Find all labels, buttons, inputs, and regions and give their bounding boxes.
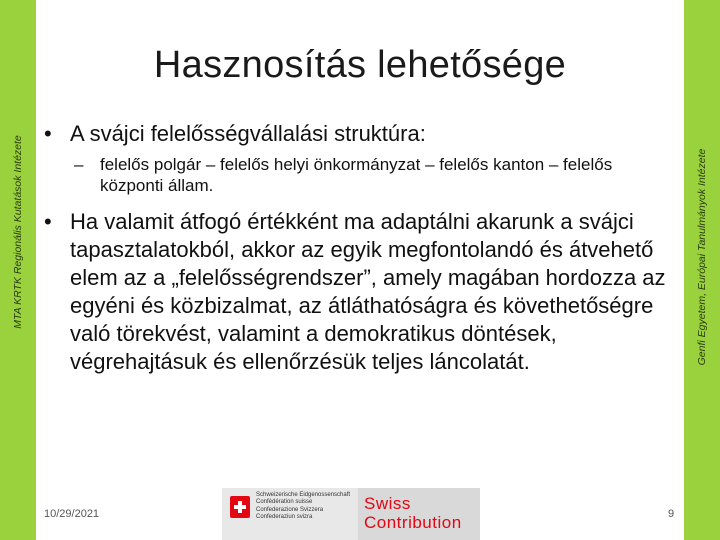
confederation-line: Schweizerische Eidgenossenschaft [256,492,351,498]
confederation-line: Confederaziun svizra [256,514,313,521]
sub-bullet-marker: – [74,155,84,174]
left-band-institute-label: MTA KRTK Regionális Kutatások Intézete [12,135,24,329]
confederation-line: Confederazione Svizzera [256,506,324,513]
bullet-marker: • [44,121,52,146]
bullet-text: A svájci felelősségvállalási struktúra: [70,121,426,146]
bullet-item [44,208,674,376]
slide-content [44,120,674,376]
footer-page-number: 9 [668,508,675,520]
bullet-marker: • [44,209,52,234]
contribution-word-swiss: Swiss [364,494,411,513]
contribution-box [358,488,480,540]
slide-title: Hasznosítás lehetősége [153,44,567,86]
right-band-institute-label: Genfi Egyetem, Európai Tanulmányok Intézete [696,148,708,366]
swiss-flag-icon [230,496,250,518]
footer-date: 10/29/2021 [44,508,100,520]
sub-bullet-item [44,154,674,196]
sub-bullet-text: felelős polgár – felelős helyi önkormányzat – felelős kanton – felelős központi állam. [100,155,613,195]
confederation-names [256,492,356,522]
contribution-word-contribution: Contribution [364,513,462,532]
bullet-item [44,120,674,148]
bullet-text: Ha valamit átfogó értékként ma adaptálni akarunk a svájci tapasztalatokból, akkor az egyik megfontolandó és átvehető elem az a „felelősségrendszer”, amely magában hordozza az egyéni és közbizalmat, az átláthatóságra és követhetőségre való törekvést, valamint a demokratikus döntések, végrehajtásuk és ellenőrzésük teljes láncolatát. [70,209,666,374]
swiss-contribution-logo [222,488,480,540]
confederation-line: Confédération suisse [256,499,313,506]
